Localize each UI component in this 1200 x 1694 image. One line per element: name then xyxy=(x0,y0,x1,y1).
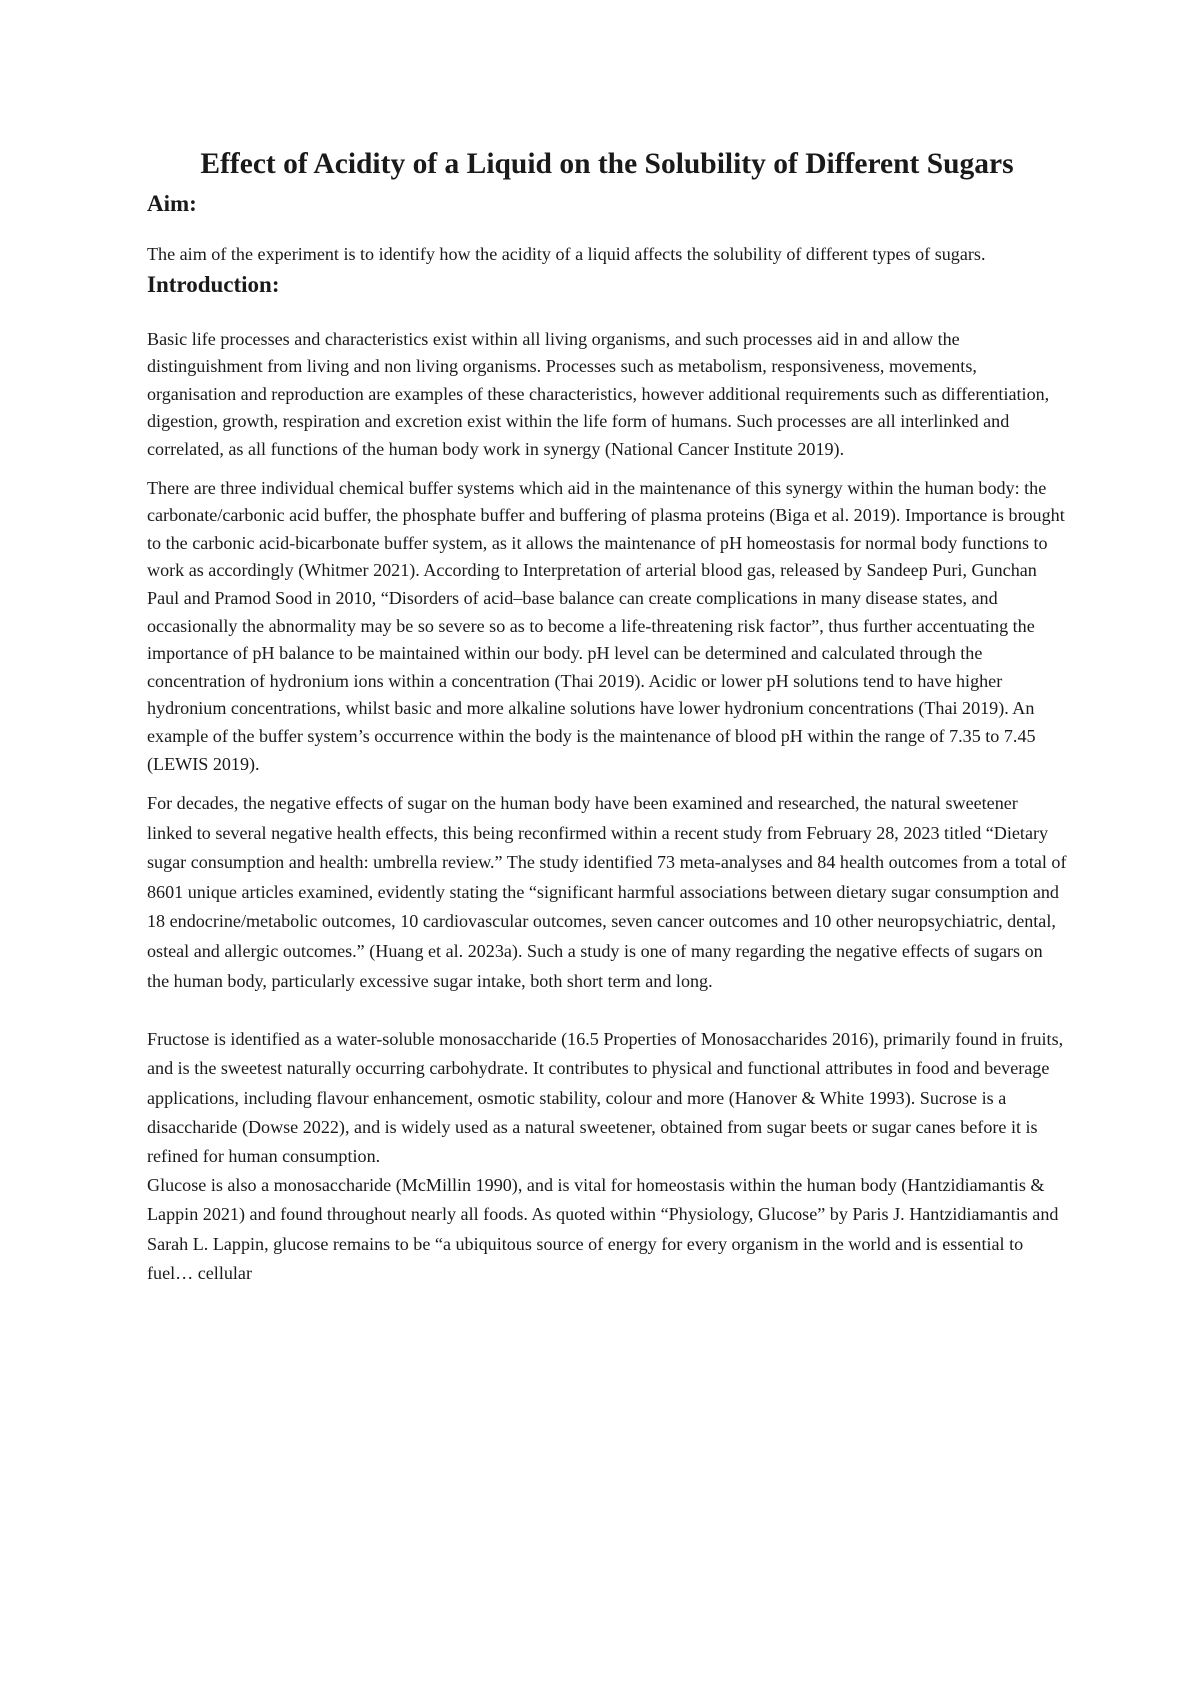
introduction-paragraph-buffer-systems: There are three individual chemical buffer systems which aid in the maintenance of this synergy within the human body: the carbonate/carbonic acid buffer, the phosphate buffer and buffering of plasma proteins (Biga et al. 2019). Importance is brought to the carbonic acid-bicarbonate buffer system, as it allows the maintenance of pH homeostasis for normal body functions to work as accordingly (Whitmer 2021). According to Interpretation of arterial blood gas, released by Sandeep Puri, Gunchan Paul and Pramod Sood in 2010, “Disorders of acid–base balance can create complications in many disease states, and occasionally the abnormality may be so severe so as to become a life-threatening risk factor”, thus further accentuating the importance of pH balance to be maintained within our body. pH level can be determined and calculated through the concentration of hydronium ions within a concentration (Thai 2019). Acidic or lower pH solutions tend to have higher hydronium concentrations, whilst basic and more alkaline solutions have lower hydronium concentrations (Thai 2019). An example of the buffer system’s occurrence within the body is the maintenance of blood pH within the range of 7.35 to 7.45 (LEWIS 2019). xyxy=(147,477,1065,774)
document-page xyxy=(147,140,1067,1288)
aim-heading: Aim: xyxy=(147,191,197,216)
introduction-heading: Introduction: xyxy=(147,271,280,297)
document-title: Effect of Acidity of a Liquid on the Solubility of Different Sugars xyxy=(200,148,1014,180)
aim-paragraph: The aim of the experiment is to identify how the acidity of a liquid affects the solubility of different types of sugars. xyxy=(147,244,986,264)
introduction-paragraph-glucose: Glucose is also a monosaccharide (McMillin 1990), and is vital for homeostasis within the human body (Hantzidiamantis & Lappin 2021) and found throughout nearly all foods. As quoted within “Physiology, Glucose” by Paris J. Hantzidiamantis and Sarah L. Lappin, glucose remains to be “a ubiquitous source of energy for every organism in the world and is essential to fuel… cellular xyxy=(147,1175,1059,1283)
introduction-paragraph-sugar-effects: For decades, the negative effects of sugar on the human body have been examined and researched, the natural sweetener linked to several negative health effects, this being reconfirmed within a recent study from February 28, 2023 titled “Dietary sugar consumption and health: umbrella review.” The study identified 73 meta-analyses and 84 health outcomes from a total of 8601 unique articles examined, evidently stating the “significant harmful associations between dietary sugar consumption and 18 endocrine/metabolic outcomes, 10 cardiovascular outcomes, seven cancer outcomes and 10 other neuropsychiatric, dental, osteal and allergic outcomes.” (Huang et al. 2023a). Such a study is one of many regarding the negative effects of sugars on the human body, particularly excessive sugar intake, both short term and long. xyxy=(147,793,1067,991)
introduction-paragraph-life-processes: Basic life processes and characteristics exist within all living organisms, and such processes aid in and allow the distinguishment from living and non living organisms. Processes such as metabolism, responsiveness, movements, organisation and reproduction are examples of these characteristics, however additional requirements such as differentiation, digestion, growth, respiration and excretion exist within the life form of humans. Such processes are all interlinked and correlated, as all functions of the human body work in synergy (National Cancer Institute 2019). xyxy=(147,328,1050,459)
introduction-paragraph-fructose-sucrose: Fructose is identified as a water-soluble monosaccharide (16.5 Properties of Monosaccharides 2016), primarily found in fruits, and is the sweetest naturally occurring carbohydrate. It contributes to physical and functional attributes in food and beverage applications, including flavour enhancement, osmotic stability, colour and more (Hanover & White 1993). Sucrose is a disaccharide (Dowse 2022), and is widely used as a natural sweetener, obtained from sugar beets or sugar canes before it is refined for human consumption. xyxy=(147,1029,1064,1167)
